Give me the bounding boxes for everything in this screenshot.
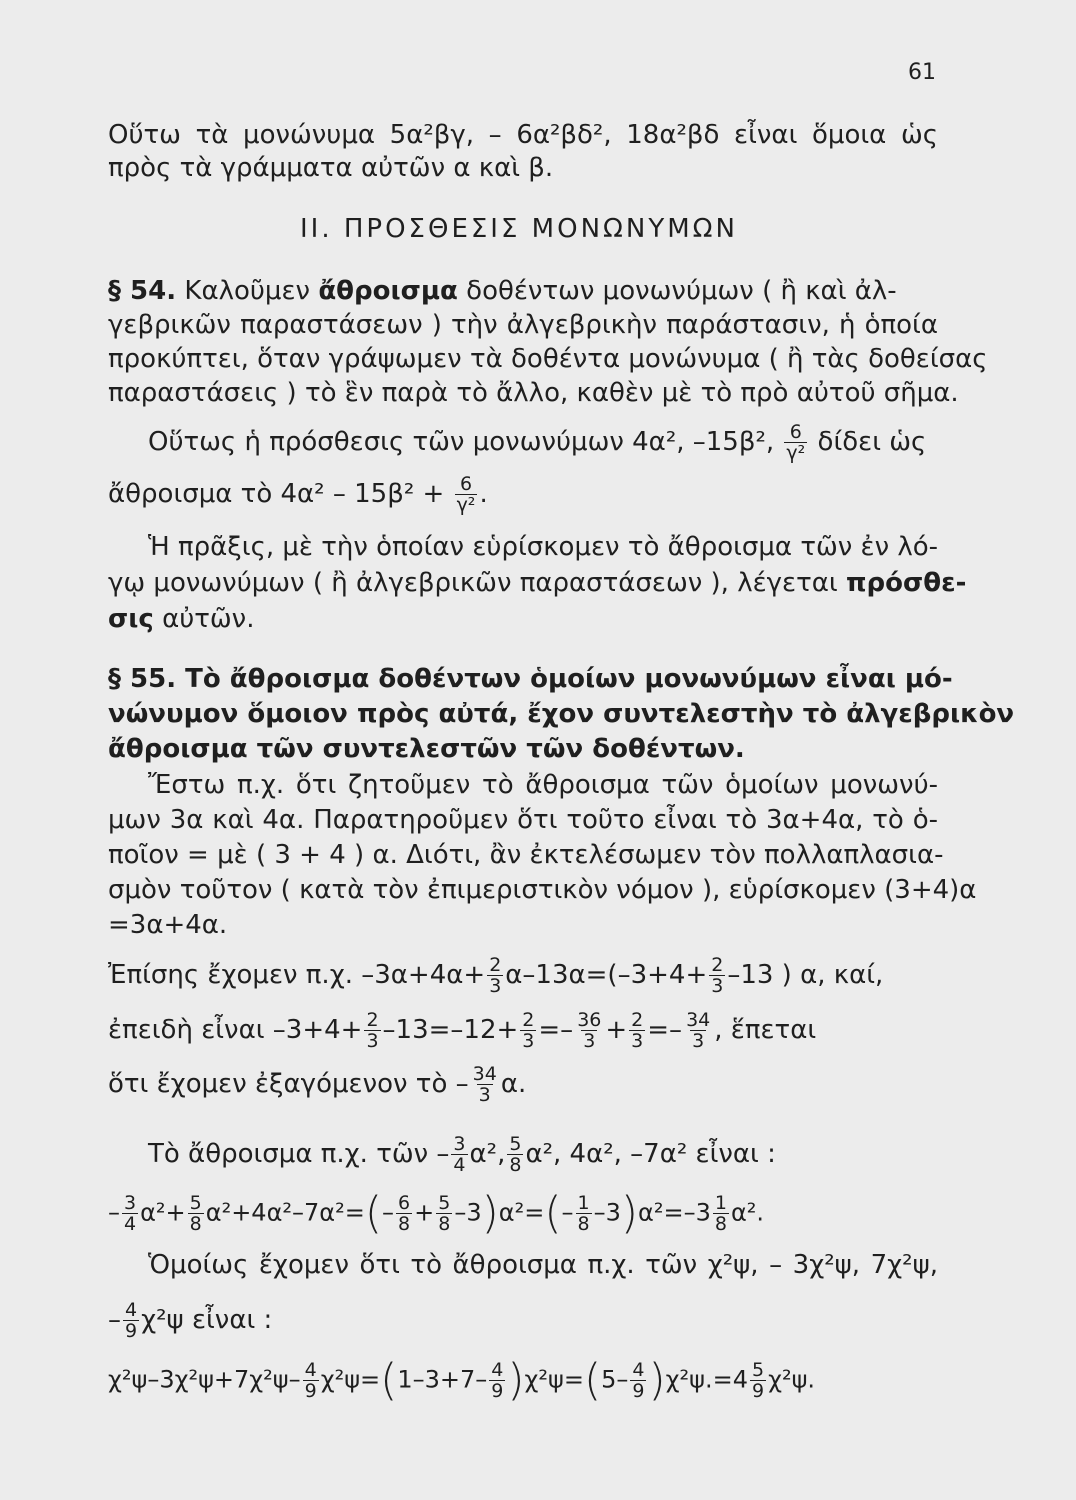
denominator: 3 (489, 975, 502, 997)
s54-number: § 54. (108, 276, 177, 306)
s55-para-line-4: σμὸν τοῦτον ( κατὰ τὸν ἐπιμεριστικὸν νόμον ), εὑρίσκομεν (3+4)α (108, 875, 977, 905)
s54-text: αὐτῶν. (162, 604, 255, 634)
formula-text: – (108, 1198, 120, 1227)
numerator: 4 (125, 1299, 138, 1321)
denominator: 3 (583, 1030, 596, 1052)
fraction (576, 1193, 592, 1234)
denominator: γ² (456, 494, 476, 516)
example-text: =– (538, 1015, 574, 1045)
example-text: α², 4α², –7α² εἶναι : (525, 1139, 776, 1169)
formula-text: α²+4α²–7α²= (205, 1198, 365, 1227)
denominator: 8 (509, 1154, 522, 1176)
numerator: 3 (453, 1133, 466, 1155)
example-3-line-1: Ὁμοίως ἔχομεν ὅτι τὸ ἄθροισμα π.χ. τῶν χ²ψ, – 3χ²ψ, 7χ²ψ, (148, 1250, 938, 1280)
denominator: 9 (304, 1380, 317, 1402)
example-text: α. (500, 1069, 527, 1099)
right-paren: ) (648, 1354, 666, 1406)
numerator: 2 (711, 954, 724, 976)
fraction (303, 1360, 319, 1401)
formula-text: –3 (454, 1198, 482, 1227)
s54-line-5 (148, 422, 938, 463)
fraction (684, 1010, 712, 1051)
example-text: Τὸ ἄθροισμα π.χ. τῶν – (148, 1139, 450, 1169)
example-2-formula (108, 1187, 938, 1239)
formula-text: χ²ψ–3χ²ψ+7χ²ψ– (108, 1365, 301, 1394)
formula-text: – (382, 1198, 395, 1227)
denominator: 3 (522, 1030, 535, 1052)
term-athroisma: ἄθροισμα (318, 276, 458, 306)
s55-para-line-1: Ἔστω π.χ. ὅτι ζητοῦμεν τὸ ἄθροισμα τῶν ὁμοίων μονωνύ- (148, 770, 938, 800)
s54-line-1 (108, 274, 938, 308)
example-text: – (108, 1305, 121, 1335)
fraction (750, 1360, 766, 1401)
numerator: 1 (577, 1192, 590, 1214)
numerator: 2 (631, 1009, 644, 1031)
s54-line-8 (108, 566, 967, 600)
example-1-line-3 (108, 1064, 938, 1105)
numerator: 6 (398, 1192, 411, 1214)
numerator: 3 (124, 1192, 137, 1214)
example-text: =– (647, 1015, 683, 1045)
example-text: ὅτι ἔχομεν ἐξαγόμενον τὸ – (108, 1069, 469, 1099)
fraction (489, 1360, 505, 1401)
example-text: , ἕπεται (714, 1015, 817, 1045)
numerator: 6 (459, 473, 473, 495)
numerator: 5 (189, 1192, 202, 1214)
denominator: 9 (632, 1380, 645, 1402)
example-text: –13=–12+ (382, 1015, 519, 1045)
intro-line-1: Οὕτω τὰ μονώνυμα 5α²βγ, – 6α²βδ², 18α²βδ εἶναι ὅμοια ὡς (108, 120, 938, 150)
formula-text: χ²ψ. (768, 1365, 816, 1394)
denominator: 3 (692, 1030, 705, 1052)
fraction (122, 1193, 138, 1234)
fraction (784, 422, 807, 463)
fraction (630, 1360, 646, 1401)
numerator: 1 (714, 1192, 727, 1214)
fraction (455, 474, 478, 515)
numerator: 4 (304, 1359, 317, 1381)
numerator: 34 (686, 1009, 711, 1031)
fraction (396, 1193, 412, 1234)
s55-theorem-line-2: νώνυμον ὅμοιον πρὸς αὐτά, ἔχον συντελεστὴν τὸ ἀλγεβρικὸν (108, 699, 1015, 729)
formula-text: χ²ψ.=4 (665, 1365, 748, 1394)
s54-text: γῳ μονωνύμων ( ἢ ἀλγεβρικῶν παραστάσεων ), λέγεται (108, 568, 838, 598)
numerator: 36 (577, 1009, 602, 1031)
example-text: –13 ) α, καί, (727, 960, 884, 990)
formula-text: χ²ψ= (320, 1365, 381, 1394)
fraction (471, 1064, 499, 1105)
example-text: Ἐπίσης ἔχομεν π.χ. –3α+4α+ (108, 960, 486, 990)
formula-text: α²=–3 (638, 1198, 711, 1227)
s54-text: δίδει ὡς (817, 427, 927, 457)
denominator: 8 (189, 1213, 202, 1235)
right-paren: ) (507, 1354, 525, 1406)
section-heading: ΙΙ. ΠΡΟΣΘΕΣΙΣ ΜΟΝΩΝΥΜΩΝ (300, 214, 738, 244)
example-2-line-1 (148, 1134, 938, 1175)
intro-line-2: πρὸς τὰ γράμματα αὐτῶν α καὶ β. (108, 153, 554, 183)
denominator: 3 (478, 1084, 491, 1106)
formula-text: α²= (498, 1198, 545, 1227)
left-paren: ( (583, 1354, 602, 1406)
numerator: 6 (789, 421, 802, 443)
s55-para-line-2: μων 3α καὶ 4α. Παρατηροῦμεν ὅτι τοῦτο εἶναι τὸ 3α+4α, τὸ ὁ- (108, 805, 938, 835)
s54-line-4: παραστάσεις ) τὸ ἓν παρὰ τὸ ἄλλο, καθὲν μὲ τὸ πρὸ αὐτοῦ σῆμα. (108, 378, 959, 408)
numerator: 4 (632, 1359, 645, 1381)
fraction (507, 1134, 523, 1175)
formula-text: – (561, 1198, 574, 1227)
denominator: 3 (631, 1030, 644, 1052)
example-3-formula (108, 1354, 938, 1406)
formula-text: + (414, 1198, 435, 1227)
fraction (713, 1193, 729, 1234)
formula-text: α²+ (140, 1198, 186, 1227)
formula-text: χ²ψ= (524, 1365, 584, 1394)
numerator: 5 (438, 1192, 451, 1214)
formula-text: α². (730, 1198, 765, 1227)
s55-theorem-line-3: ἄθροισμα τῶν συντελεστῶν τῶν δοθέντων. (108, 734, 745, 764)
denominator: 3 (711, 975, 724, 997)
s54-text: ἄθροισμα τὸ 4α² – 15β² + (108, 479, 445, 509)
denominator: 4 (124, 1213, 137, 1235)
s55-para-line-3: ποῖον = μὲ ( 3 + 4 ) α. Διότι, ἂν ἐκτελέσωμεν τὸν πολλαπλασια- (108, 840, 944, 870)
denominator: 8 (714, 1213, 727, 1235)
denominator: 9 (125, 1320, 138, 1342)
denominator: 8 (398, 1213, 411, 1235)
left-paren: ( (544, 1187, 562, 1239)
s55-theorem-line-1: § 55. Τὸ ἄθροισμα δοθέντων ὁμοίων μονωνύμων εἶναι μό- (108, 664, 953, 694)
fraction (188, 1193, 204, 1234)
left-paren: ( (364, 1187, 383, 1239)
s55-para-line-5: =3α+4α. (108, 910, 228, 940)
fraction (436, 1193, 452, 1234)
denominator: 8 (438, 1213, 451, 1235)
example-1-line-2 (108, 1010, 938, 1051)
s54-line-9 (108, 602, 938, 636)
s54-text: Οὕτως ἡ πρόσθεσις τῶν μονωνύμων 4α², –15β², (148, 427, 775, 457)
numerator: 2 (489, 954, 502, 976)
formula-text: 1–3+7– (397, 1365, 488, 1394)
example-1-line-1 (108, 955, 938, 996)
term-prosthesis: πρόσθε- (845, 568, 967, 598)
formula-text: 5– (601, 1365, 629, 1394)
fraction (520, 1010, 536, 1051)
denominator: γ² (786, 442, 806, 464)
numerator: 5 (751, 1359, 765, 1381)
denominator: 4 (453, 1154, 466, 1176)
fraction (709, 955, 725, 996)
fraction (123, 1300, 139, 1341)
fraction (451, 1134, 467, 1175)
s54-text: Καλοῦμεν (184, 276, 311, 306)
left-paren: ( (380, 1354, 398, 1406)
example-3-line-2 (108, 1300, 938, 1341)
fraction (629, 1010, 645, 1051)
s54-text: δοθέντων μονωνύμων ( ἢ καὶ ἀλ- (466, 276, 897, 306)
fraction (575, 1010, 603, 1051)
numerator: 34 (472, 1063, 497, 1085)
numerator: 5 (509, 1133, 522, 1155)
example-text: α², (469, 1139, 506, 1169)
numerator: 2 (522, 1009, 535, 1031)
fraction (364, 1010, 380, 1051)
term-prosthesis-end: σις (108, 604, 154, 634)
formula-text: –3 (593, 1198, 621, 1227)
denominator: 3 (366, 1030, 379, 1052)
s54-line-6 (108, 474, 938, 515)
s54-line-3: προκύπτει, ὅταν γράψωμεν τὰ δοθέντα μονώνυμα ( ἢ τὰς δοθείσας (108, 344, 988, 374)
right-paren: ) (481, 1187, 499, 1239)
example-text: + (605, 1015, 628, 1045)
right-paren: ) (620, 1187, 639, 1239)
example-text: χ²ψ εἶναι : (141, 1305, 273, 1335)
denominator: 8 (577, 1213, 590, 1235)
numerator: 2 (366, 1009, 379, 1031)
page-number: 61 (908, 60, 936, 85)
s54-text: . (479, 479, 488, 509)
numerator: 4 (491, 1359, 504, 1381)
fraction (487, 955, 503, 996)
example-text: α–13α=(–3+4+ (505, 960, 708, 990)
denominator: 9 (491, 1380, 504, 1402)
s54-line-7: Ἡ πρᾶξις, μὲ τὴν ὁποίαν εὑρίσκομεν τὸ ἄθροισμα τῶν ἐν λό- (148, 532, 939, 562)
s54-line-2: γεβρικῶν παραστάσεων ) τὴν ἀλγεβρικὴν παράστασιν, ἡ ὁποία (108, 310, 938, 340)
example-text: ἐπειδὴ εἶναι –3+4+ (108, 1015, 363, 1045)
denominator: 9 (751, 1380, 765, 1402)
